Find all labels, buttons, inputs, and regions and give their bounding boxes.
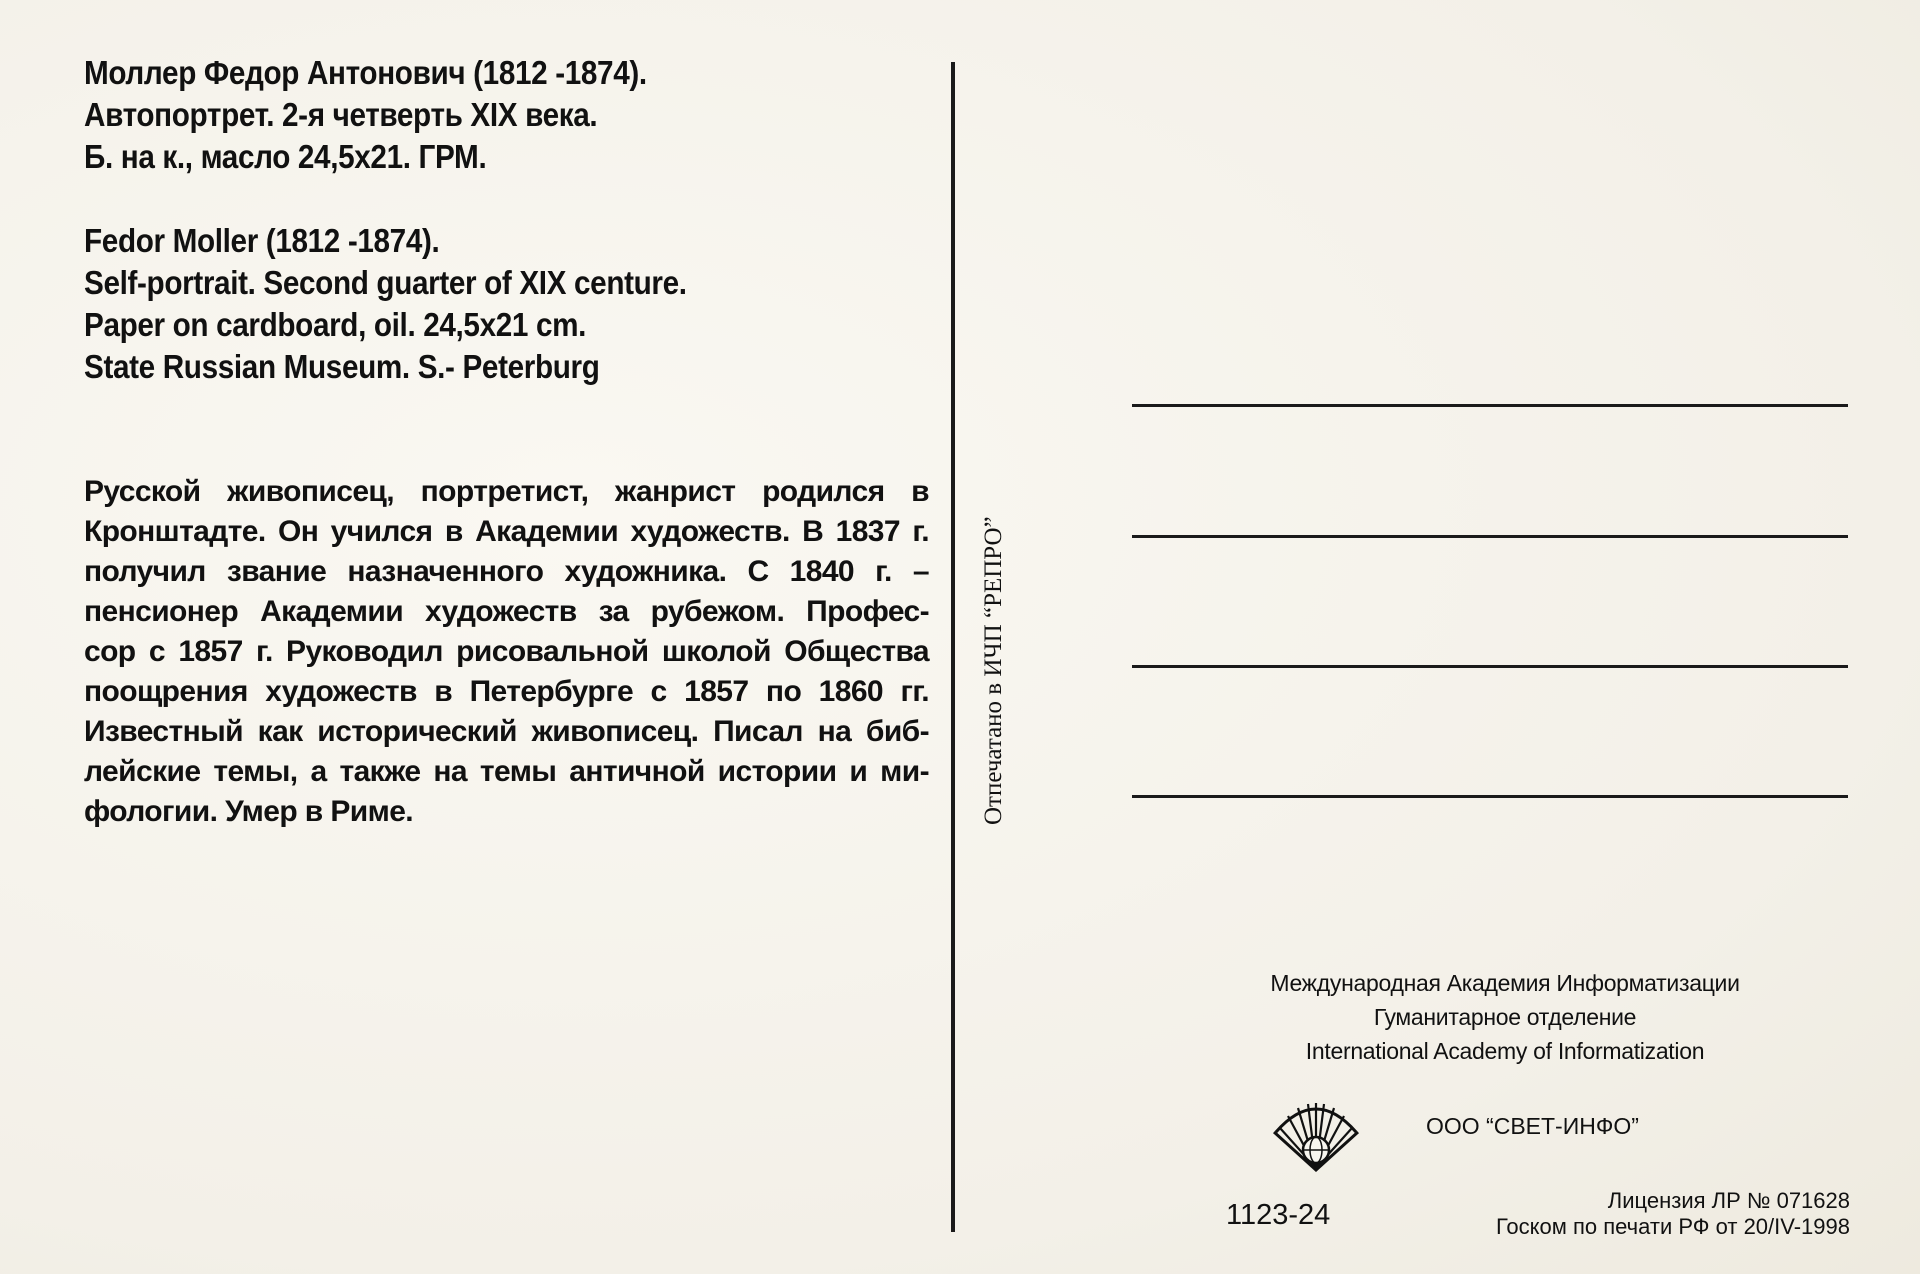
organization-name-en: International Academy of Informatization xyxy=(1305,1038,1705,1064)
license-number: Лицензия ЛР № 071628 xyxy=(1607,1188,1850,1213)
bio-line: получил звание назначенного художника. С 1840 г. – xyxy=(84,555,929,588)
caption-english xyxy=(84,220,687,388)
address-line xyxy=(1132,404,1848,407)
address-line xyxy=(1132,535,1848,538)
caption-en-title: Self-portrait. Second guarter of XIX centure. xyxy=(84,264,687,301)
caption-russian xyxy=(84,52,647,178)
biography-text xyxy=(84,472,929,832)
card-code: 1123-24 xyxy=(1226,1199,1331,1231)
bio-line: лейские темы, а также на темы античной истории и ми- xyxy=(84,755,929,788)
address-line xyxy=(1132,795,1848,798)
center-divider xyxy=(951,62,955,1232)
bio-line: пенсионер Академии художеств за рубежом. Профес- xyxy=(84,595,929,628)
organization-name-ru: Международная Академия Информатизации xyxy=(1270,970,1740,996)
bio-line: поощрения художеств в Петербурге с 1857 по 1860 гг. xyxy=(84,675,929,708)
bio-line: Известный как исторический живописец. Писал на биб- xyxy=(84,715,929,748)
address-line xyxy=(1132,665,1848,668)
organization-department: Гуманитарное отделение xyxy=(1373,1004,1637,1030)
caption-en-museum: State Russian Museum. S.- Peterburg xyxy=(84,348,600,385)
license-info xyxy=(1440,1188,1850,1240)
caption-ru-medium: Б. на к., масло 24,5х21. ГРМ. xyxy=(84,138,487,175)
bio-line: фологии. Умер в Риме. xyxy=(84,795,414,828)
bio-line: Русской живописец, портретист, жанрист родился в xyxy=(84,475,929,508)
caption-en-medium: Paper on cardboard, oil. 24,5x21 cm. xyxy=(84,306,587,343)
caption-en-artist: Fedor Moller (1812 -1874). xyxy=(84,222,440,259)
fan-globe-logo-icon xyxy=(1270,1092,1362,1172)
company-name: ООО “СВЕТ-ИНФО” xyxy=(1426,1113,1639,1139)
caption-ru-artist: Моллер Федор Антонович (1812 -1874). xyxy=(84,54,647,91)
bio-line: Кронштадте. Он учился в Академии художеств. В 1837 г. xyxy=(84,515,929,548)
organization-block xyxy=(1200,966,1810,1068)
caption-ru-title: Автопортрет. 2-я четверть XIX века. xyxy=(84,96,598,133)
license-authority: Госком по печати РФ от 20/IV-1998 xyxy=(1495,1214,1850,1239)
bio-line: сор с 1857 г. Руководил рисовальной школой Общества xyxy=(84,635,929,668)
printer-note: Отпечатано в ИЧП “РЕПРО” xyxy=(980,516,1007,825)
